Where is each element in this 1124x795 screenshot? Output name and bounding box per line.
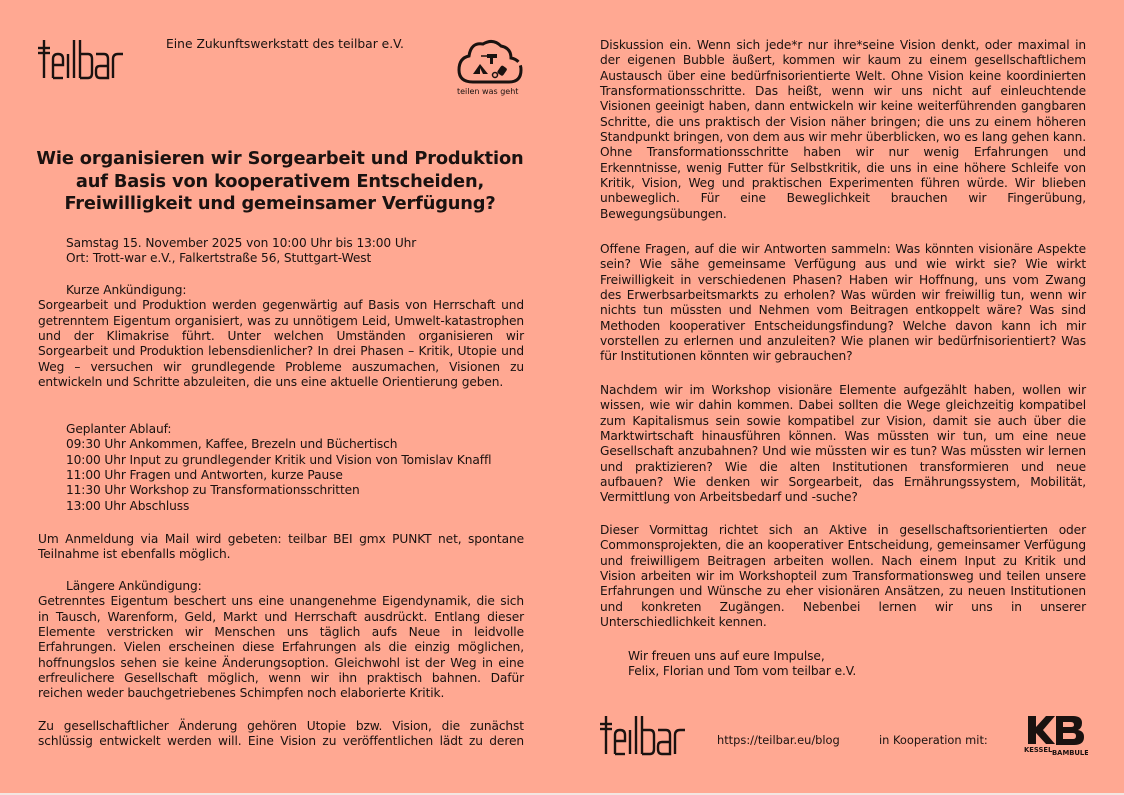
kessel-bambule-logo-icon <box>1016 714 1088 756</box>
kessel-bambule-logo <box>1016 714 1088 756</box>
teilbar-logo-icon <box>600 714 686 756</box>
workshop-paragraph <box>600 383 1086 506</box>
short-announcement <box>38 283 524 390</box>
schedule-item: 09:30 Uhr Ankommen, Kaffee, Brezeln und Büchertisch <box>66 437 398 452</box>
schedule-item: 11:00 Uhr Fragen und Antworten, kurze Pause <box>66 468 343 483</box>
long-announcement <box>38 579 524 702</box>
long-announcement-paragraph: Dieser Vormittag richtet sich an Aktive in gesellschaftsorientierten oder Commonsprojekten, die an kooperativer Entscheidung, gemeinsamer Verfügung und freiwilligem Beitragen arbeiten wollen. Nach einem Input zu Kritik und Vision arbeiten wir im Workshopteil zum Transformationsweg und teilen unsere Erfahrungen und Wünsche zu eher visionären Ansätzen, zu neuen Institutionen und konkreten Zugängen. Nebenbei lernen wir uns in unserer Unterschiedlichkeit kennen. <box>600 523 1086 630</box>
long-announcement-paragraph: Diskussion ein. Wenn sich jede*r nur ihre*seine Vision denkt, oder maximal in der eigenen Bubble äußert, kommen wir kaum zu einem gesellschaftlichem Austausch über eine bedürfnisorientierte Welt. Ohne Vision keine koordinierten Transformationsschritte. Das heißt, wenn wir uns nicht auf einleuchtende Visionen geeinigt haben, dann entwickeln wir keine weiterführenden gangbaren Schritte, die uns praktisch der Vision näher bringen; die uns zu einem höheren Standpunkt bringen, von dem aus wir mehr überblicken, wo es lang gehen kann. Ohne Transformationsschritte haben wir nur wenig Erfahrungen und Erkenntnisse, wenig Futter für Selbstkritik, die uns in eine höhere Schleife von Kritik, Vision, Weg und praktischen Experimenten führen würde. Wir blieben unbeweglich. Für eine Beweglichkeit brauchen wir Fingerübung, Bewegungsübungen. <box>600 38 1086 221</box>
schedule-heading: Geplanter Ablauf: <box>66 422 172 436</box>
header-tagline: Eine Zukunftswerkstatt des teilbar e.V. <box>166 37 404 51</box>
long-announcement-continued <box>38 719 524 750</box>
long-announcement-paragraph: Zu gesellschaftlicher Änderung gehören Utopie bzw. Vision, die zunächst schlüssig entwickelt werden will. Eine Vision zu veröffentlichen lädt zu deren <box>38 719 524 749</box>
cloud-tools-icon <box>455 38 525 86</box>
footer-teilbar-logo <box>600 714 686 760</box>
teilbar-logo-icon <box>38 38 124 80</box>
title-line: Wie organisieren wir Sorgearbeit und Produktion <box>36 148 524 169</box>
closing <box>600 649 1086 680</box>
schedule <box>38 422 524 514</box>
long-announcement-paragraph: Offene Fragen, auf die wir Antworten sammeln: Was könnten visionäre Aspekte sein? Wie sähe gemeinsame Verfügung aus und wie wirkt sie? Wie wirkt Freiwilligkeit in verschiedenen Phasen? Haben wir Hoffnung, uns vom Zwang des Erwerbsarbeitsmarkts zu erholen? Was würden wir freiwillig tun, wenn wir nichts tun müssten und Nehmen vom Beitragen entkoppelt wäre? Was sind Methoden kooperativer Entscheidungsfindung? Welche davon kann ich mir vorstellen zu erlernen und anzuleiten? Wie planen wir bedürfnisorientiert? Was für Institutionen könnten wir gebrauchen? <box>600 242 1086 364</box>
event-location: Ort: Trott-war e.V., Falkertstraße 56, Stuttgart-West <box>66 251 372 266</box>
event-details <box>38 236 524 267</box>
closing-line: Wir freuen uns auf eure Impulse, <box>628 649 825 663</box>
schedule-item: 11:30 Uhr Workshop zu Transformationsschritten <box>66 483 360 498</box>
registration-note <box>38 532 524 563</box>
cooperation-label: in Kooperation mit: <box>879 733 988 747</box>
registration-text: Um Anmeldung via Mail wird gebeten: teilbar BEI gmx PUNKT net, spontane Teilnahme ist ebenfalls möglich. <box>38 532 524 562</box>
closing-signature: Felix, Florian und Tom vom teilbar e.V. <box>628 664 857 679</box>
page-title <box>20 148 540 216</box>
blog-link[interactable]: https://teilbar.eu/blog <box>717 733 840 747</box>
long-announcement-heading: Längere Ankündigung: <box>66 579 202 593</box>
title-line: auf Basis von kooperativem Entscheiden, <box>75 170 485 192</box>
event-date: Samstag 15. November 2025 von 10:00 Uhr bis 13:00 Uhr <box>66 236 417 250</box>
svg-text:BAMBULE: BAMBULE <box>1052 749 1088 756</box>
title-line: Freiwilligkeit und gemeinsamer Verfügung? <box>64 193 496 214</box>
short-announcement-heading: Kurze Ankündigung: <box>66 283 187 297</box>
schedule-item: 13:00 Uhr Abschluss <box>66 498 190 513</box>
cloud-logo-caption: teilen was geht <box>457 87 519 96</box>
schedule-item: 10:00 Uhr Input zu grundlegender Kritik und Vision von Tomislav Knaffl <box>66 452 492 467</box>
teilbar-logo <box>38 38 124 84</box>
open-questions <box>600 242 1086 365</box>
right-column-paragraph <box>600 38 1086 222</box>
long-announcement-paragraph: Nachdem wir im Workshop visionäre Elemente aufgezählt haben, wollen wir wissen, wie wir dahin kommen. Dabei sollten die Wege gleichzeitig kompatibel zum Kapitalismus sein sowie kompatibel zur Vision, damit sie auch über die Marktwirtschaft hinausführen können. Was müssten wir tun, um eine neue Gesellschaft anzubahnen? Und wie müssten wir es tun? Was müssten wir lernen und praktizieren? Wie die alten Institutionen transformieren und neue aufbauen? Wie denken wir Sorgearbeit, das Ernährungssystem, Mobilität, Vermittlung von Arbeitsbedarf und -suche? <box>600 383 1086 505</box>
long-announcement-paragraph: Getrenntes Eigentum beschert uns eine unangenehme Eigendynamik, die sich in Tausch, Warenform, Geld, Markt und Herrschaft ausdrückt. Entlang dieser Elemente verstricken wir Menschen uns täglich aufs Neue in leidvolle Erfahrungen. Vielen erscheinen diese Erfahrungen als die einzig möglichen, hoffnungslos sehen sie keine Änderungsoption. Gleichwohl ist der Weg in eine erfreulichere Gesellschaft möglich, wenn wir ihn praktisch bahnen. Dafür reichen weder bauchgetriebenes Schimpfen noch elaborierte Kritik. <box>38 594 524 701</box>
audience-paragraph <box>600 523 1086 630</box>
short-announcement-text: Sorgearbeit und Produktion werden gegenwärtig auf Basis von Herrschaft und getrenntem Eigentum organisiert, was zu unnötigem Leid, Umwelt-katastrophen und der Klimakrise führt. Unter welchen Umständen organisieren wir Sorgearbeit und Produktion lebensdienlicher? In drei Phasen – Kritik, Utopie und Weg – versuchen wir grundlegende Probleme auszumachen, Visionen zu entwickeln und Schritte abzuleiten, die uns eine aktuelle Orientierung geben. <box>38 298 524 390</box>
svg-text:KESSEL: KESSEL <box>1024 746 1053 754</box>
